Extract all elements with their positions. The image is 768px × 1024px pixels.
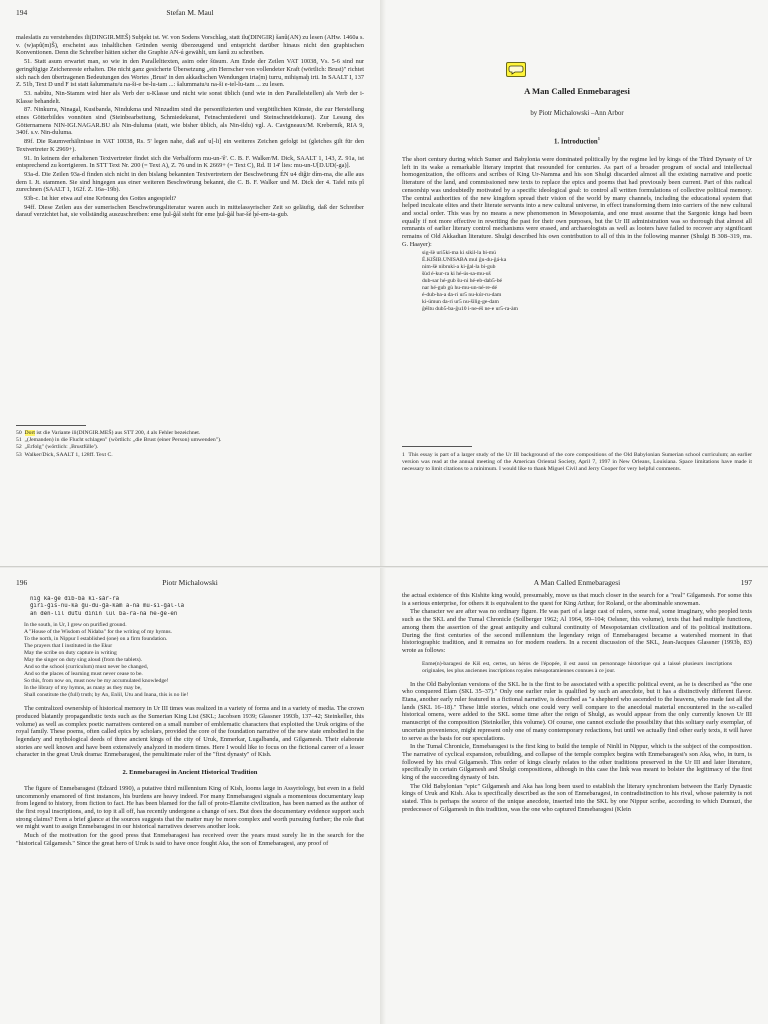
footnote: 50 Dort ist die Variante ili(DINGIR.MEŠ) aus STT 200, 4 als Fehler bezeichnet.: [16, 430, 201, 436]
footnotes: [16, 430, 364, 459]
footnote: 53 Walker/Dick, SAALT 1, 128ff. Text C.: [16, 451, 113, 458]
footnote: 52 „Erfolg" (wörtlich: ‚Brustfülle').: [16, 444, 99, 451]
body-column: [16, 592, 364, 848]
commentary-column: [16, 34, 364, 220]
translation-block: [24, 622, 364, 699]
body-column: [402, 592, 752, 815]
paragraph: 91. In keinem der erhaltenen Textvertreter findet sich die Verbalform mu-un-'ê'. C. B. F. Walker/M. Dick, SAALT 1, 143, Z. 91a, ist entsprechend zu korrigieren. In STT Text Nr. 200 (= Text A), Z. 76 und in K 2669+ (= Text C), Rd. II 14' lies: mu-un-U[D.UD(-ga)].: [16, 154, 364, 170]
paragraph: 87. Ninkurra, Ninagal, Kusibanda, Nindukma und Ninzadim sind die personifizierten und vergöttlichten Künste, die zur Herstellung eines Götterbildes vonnöten sind (Steinbearbeitung, Schmiedekunst, Feinschmiederei und Steinschneidekunst). Zur Lesung des Götternamens NIN-IGI.NAGAR.BU als Nin-duluma (statt, wie bisher üblich, als Nin-ildu) vgl. A. Cavigneaux/M. Krebernik, RIA 9, 340f. s.v. Nin-duluma.: [16, 106, 364, 137]
sumerian-line: ĝiri-ĝis-nu-ka ĝu-du-ĝá-kam a-na mu-ši-ĝál-la: [30, 603, 185, 610]
bottom-spread: [0, 568, 768, 1024]
translation-line: Shall constitute the (full) truth; by An, Enlil, Utu and Inana, this is no lie!: [24, 692, 189, 699]
paragraph: 89f. Die Raumverhältnisse in VAT 10038, Rs. 5' legen nahe, daß auf u[-li] ein weiteres Zeichen gefolgt ist (gleiches gilt für den Textvertreter K 2969+).: [16, 138, 364, 153]
paragraph: Much of the motivation for the good press that Enmebaragesi has received over the years must surely lie in the search for the "historical Gilgamesh." Since the great hero of Uruk is said to have once fought Aka, the son of Enmebaragesi, any proof of: [16, 832, 364, 847]
translation-line: In the library of my hymns, as many as they may be,: [24, 685, 142, 692]
translation-line: To the north, in Nippur I established (one) on a firm foundation.: [24, 636, 168, 643]
page-194: [0, 0, 380, 566]
paragraph: maleslatis zu verstehendes ili(DINGIR.MEŠ) Subjekt ist. W. von Sodens Vorschlag, statt ilu(DINGIR) šanû(AN) zu lesen (AHw. 1460a s. v. (w)apû(m)Š), erscheint aus inhaltlichen Gründen wenig überzeugend und entspricht darüber hinaus nicht den graphischen Konventionen. Denn die Schreiber hätten sicher die Graphie AN-ú gewählt, um šanû zu schreiben.: [16, 34, 364, 57]
paragraph: In the Old Babylonian versions of the SKL he is the first to be associated with a specific political event, as he is described as "the one who conquered Elam (SKL 35–37)." Only one earlier ruler is qualified by such an anecdote, but it has a distinctively different flavor. Etana, another early ruler featured in a fictional narrative, is described as "a shepherd who ascended to the heavens, who made fast all the lands (SKL 16–18)." These little stories, which one could very well compare to the anecdotal material encountered in the so-called historical omens, were added to the SKL some time after the reign of Shulgi, as would appear from the only currently known Ur III manuscript of the composition (Steinkeller, this volume). Of course, one cannot exclude the possibility that this solitary early exemplar, of uncertain provenience, might represent only one of many contemporary redactions, but until we actually find other early texts, it will have to serve as the basis for our speculations.: [402, 680, 752, 742]
translation-line: The prayers that I instituted in the Ekur: [24, 643, 113, 650]
sumerian-lines: [30, 596, 364, 618]
running-title: Piotr Michalowski: [162, 578, 218, 587]
translit-line: É.KIŠIB.UNISABA mul ĝu-du-ĝá-ka: [422, 257, 507, 264]
page-196: [0, 568, 380, 1024]
byline: by Piotr Michalowski –Ann Arbor: [530, 110, 624, 117]
translit-line: sig-šè uri5ki-ma ki sikil-la bi-mú: [422, 250, 496, 257]
translation-line: May the scribe on duty capture in writing: [24, 650, 117, 657]
paragraph: The short century during which Sumer and Babylonia were dominated politically by the regime led by kings of the Third Dynasty of Ur left in its wake a remarkable literary imprint that resounded for centuries. As part of a broader program of social and intellectual homogenization, the officers and scribes of King Ur-Namma and his son Shulgi discarded almost all the existing narrative and poetic literature of the land, and commissioned new texts to replace the epics and poems that had previously been current. Part of this radical censorship was undoubtedly motivated by a specific ideological goal: to control all written formulations of collective political memory. The central authorities of the new kingdom spread their vision of the world by many channels, including the educational system that helped inculcate elites and their literate servants into a new cultural universe, in effect transforming them into carriers of the new cultural and social order. This was by no means a new phenomenon in Mesopotamia, and one must assume that the Sargonic kings had been equally if not more effective in rewriting the past for their own purposes, but the Ur III administration was so thorough that almost all remnants of earlier literary control mechanisms were erased, and archaeologists as well as looters have failed to recover any significant remains of Old Akkadian literature. Shulgi described his own contribution to all of this in the following manner (Shulgi B 308–319, ms. G. Haayer):: [402, 156, 752, 248]
footnote-rule: [16, 425, 86, 426]
comment-icon[interactable]: [506, 62, 526, 77]
block-quote: Enme(n)-baragesi de Kiš est, certes, un héros de l'épopée, il est aussi un personnage historique qui a laissé plusieurs inscriptions originales, les plus anciennes inscriptions royales mésopotamiennes connues à ce jour.: [422, 660, 732, 674]
translit-line: šùd é-kur-ra ki hé-ús-sa-mu-uš: [422, 271, 491, 278]
page-195: [386, 0, 768, 566]
paragraph: The Old Babylonian "epic" Gilgamesh and Aka has long been used to establish the literary synchronism between the Early Dynastic kings of Uruk and Kish. Aka is specifically described as the son of Enmebaragesi, in contradistinction to his rival, whose paternity is not stated. This is perhaps the source of the unique anecdote, inserted into the SKL by one Nippur scribe, according to which Dumuzi, the predecessor of Gilgamesh in this tradition, was the one who captured Enmebaragesi (Klein: [402, 782, 752, 813]
translit-line: nar hé-gub gù hu-mu-un-né-re-dé: [422, 285, 498, 292]
footnote-rule: [402, 446, 472, 447]
translation-line: So this, from now on, must now be my accumulated knowledge!: [24, 678, 169, 685]
transliteration-block: [422, 250, 752, 313]
paragraph: The centralized ownership of historical memory in Ur III times was realized in a variety of forms and in a variety of media. The crown produced blatantly propagandistic texts such as the Sumerian King List (SKL; Jacobsen 1939; Glassner 1993b, 137–42; Steinkeller, this volume) as well as complex poetic narratives centered on a small number of emblematic characters that exploited the Uruk origins of the royal family. These poems, often called epics by scholars, provided the core of the foundation narrative of the new state embodied in the legendary and mythological deeds of three ancient kings of the city of Uruk, Enmerkar, Lugalbanda, and Gilgamesh. Their elaborate stories are well known and have been extensively analyzed in modern times. Here I would like to focus on the fictional career of a lesser character in the great Uruk drama: Enmebaragesi, the penultimate ruler of the "first dynasty" of Kish.: [16, 705, 364, 759]
running-head: [16, 578, 364, 590]
paragraph: 53. nabûtu, Nin-Stamm wird hier als Verb der u-Klasse und nicht wie sonst üblich (und wie in den Parallelstellen) als Verb der i-Klasse behandelt.: [16, 89, 364, 105]
section-heading: 1. Introduction$^1$: [554, 136, 600, 146]
running-head: [16, 8, 364, 20]
translation-line: May the singer on duty sing aloud (from the tablets).: [24, 657, 143, 664]
page-number: 197: [740, 578, 752, 587]
page-number: 196: [16, 578, 28, 587]
paragraph: the actual existence of this Kishite king would, presumably, move us that much closer in the search for a "real" Gilgamesh. For some this is a serious enterprise, for others it is equivalent to the quest for King Arthur, for Roland, or the abominable snowman.: [402, 592, 752, 607]
sumerian-line: niĝ ka-ge dib-ba ki-šár-ra: [30, 596, 120, 602]
paragraph: 51. Statt asum erwartet man, so wie in den Parallelttexten, asim oder šūsum. Am Ende der Zeilen VAT 10038, Vs. 5-6 sind nur geringfügige Zeichenreste erhalten. Die nicht ganz gesicherte Übersetzung „ein Herrscher von vollendeter Kraft (wörtlich: Brust)" richtet sich nach den übertragenen Bedeutungen des Wortes ‚Brust' in den akkadischen Wendungen irta(m) turru, mihiṣmaḫ irti. In SAALT I, 137 Z. 51b, Text D und F ist statt šalummatu/u na-ši-e be-lu-tam ...: šalummatu/u na-ši e-tel-lu-tam ... zu lesen.: [16, 58, 364, 89]
footnote: 1 This essay is part of a larger study of the Ur III background of the core compositions of the Old Babylonian Sumerian school curriculum; an earlier version was read at the annual meeting of the American Oriental Society, April 7, 1997 in New Orleans, Louisiana. Space limitations have made it necessary to limit citations to a minimum. I would like to thank Miguel Civil and Jerry Cooper for very helpful comments.: [402, 452, 753, 473]
paragraph: 93a-d. Die Zeilen 93a-d finden sich nicht in den bislang bekannten Textvertretern der Beschwörung ÉN u4 diĝir dím-ma, die alle aus dem I. Jt. stammen. Sie sind hingegen aus einer weiteren Beschwörung bekannt, die C. B. F. Walker und M. Dick der 4. Tafel mīs pî zurechnen (SAALT 1, 162f. Z. 16a–19b).: [16, 170, 364, 194]
page-number: 194: [16, 8, 28, 17]
translation-line: A "House of the Wisdom of Nidaba" for the writing of my hymns.: [24, 629, 172, 636]
article-title: A Man Called Enmebaragesi: [524, 86, 630, 96]
paragraph: 94ff. Diese Zeilen aus der sumerischen Beschwörungsliteratur waren auch in mittelassyrischer Zeit so geläufig, daß der Schreiber darauf verzichtet hat, sie vollständig auszuschreiben: eme ḫul-ĝál steht für eme ḫul-ĝál bar-šè ḫé-em-ta-gub.: [16, 203, 364, 219]
translit-line: nim-šè nibruki-a ki-ĝal-la bi-gub: [422, 264, 496, 271]
paragraph: The figure of Enmebaragesi (Edzard 1990), a putative third millennium King of Kish, looms large in Assyriology, but even in a field uncommonly enamored of first instances, his burdens are heavy indeed. For many Enmebaragesi signals a momentous documentary leap from legend to history, from fiction to fact. He has been blamed for the fall of proto-Elamite civilization, has been named as the author of the first royal inscriptions, and, to top it all off, has recently undergone a change of sex. But does the documentary evidence support such strong claims? Even a brief glance at the sources suggests that the matter may be more complex and worth pursuing further; the role that we might want to assign Enmebaragesi in our historical narratives deserves another look.: [16, 784, 364, 831]
footnote: 51 „(Jemanden) in die Flucht schlagen" (wörtlich: „die Brust (einer Person) umwenden").: [16, 437, 222, 444]
paragraph: In the Tumal Chronicle, Enmebaragesi is the first king to build the temple of Ninlil in Nippur, which is the subject of the composition. The narrative of cyclical expansion, rebuilding, and collapse of the temple complex begins with Enmebaragesi's son Aka, who, in turn, is followed by his rival Gilgamesh. This order of kings clearly relates to the other traditions preserved in the Ur III and later literature, specifically in certain Gilgamesh and Shulgi compositions, although in this case the link was meant to bolster the legitimacy of the first king of the succeeding dynasty of Isin.: [402, 743, 752, 782]
translit-line: dub-sar hé-gub šu-ni hé-eb-dab5-bé: [422, 278, 502, 285]
translation-line: In the south, in Ur, I grew on purified ground.: [24, 622, 127, 629]
translation-line: And so the school (curriculum) must never be changed,: [24, 664, 149, 671]
translit-line: ĝéštu dub5-ba-ĝu10 i-ne-éš ne-e ur5-ra-àm: [422, 306, 518, 313]
page-197: [386, 568, 768, 1024]
section-heading: 2. Enmebaragesi in Ancient Historical Tradition: [122, 769, 258, 777]
translit-line: é-dub-ba-a da-ri ur5 nu-kúr-ru-dam: [422, 292, 502, 299]
running-title: A Man Called Enmebaragesi: [533, 578, 621, 587]
body-column: [402, 156, 752, 319]
translit-line: ki-úmun da-ri ur5 nu-šilig-ge-dam: [422, 299, 499, 306]
paragraph: 93b-c. Ist hier etwa auf eine Krönung des Gottes angespielt?: [24, 195, 177, 203]
highlighted-text[interactable]: Dort: [24, 430, 35, 436]
running-title: Stefan M. Maul: [166, 8, 214, 17]
translation-line: And so the places of learning must never cease to be.: [24, 671, 143, 678]
running-head: [402, 578, 752, 590]
paragraph: The character we are after was no ordinary figure. He was part of a large cast of rulers, some real, some imaginary, who peopled texts such as the SKL and the Tumal Chronicle (Sollberger 1962; Al 1964, 99–104; Oelsner, this volume), texts that had multiple functions, among them the assertion of the great antiquity and cultural continuity of Mesopotamian civilization and of its political institutions. During the first centuries of the second millennium the legendary reign of Enmebaragesi became a watershed moment in that historiographic tradition, and it remains so for modern readers. In a recent discussion of the SKL, Jean-Jacques Glassner (1993b, 83) wrote as follows:: [402, 608, 752, 654]
footnotes: [402, 452, 752, 474]
sumerian-line: an den-líl dutu dinin lul ba-ra-na hé-ĝe-en: [30, 610, 178, 617]
